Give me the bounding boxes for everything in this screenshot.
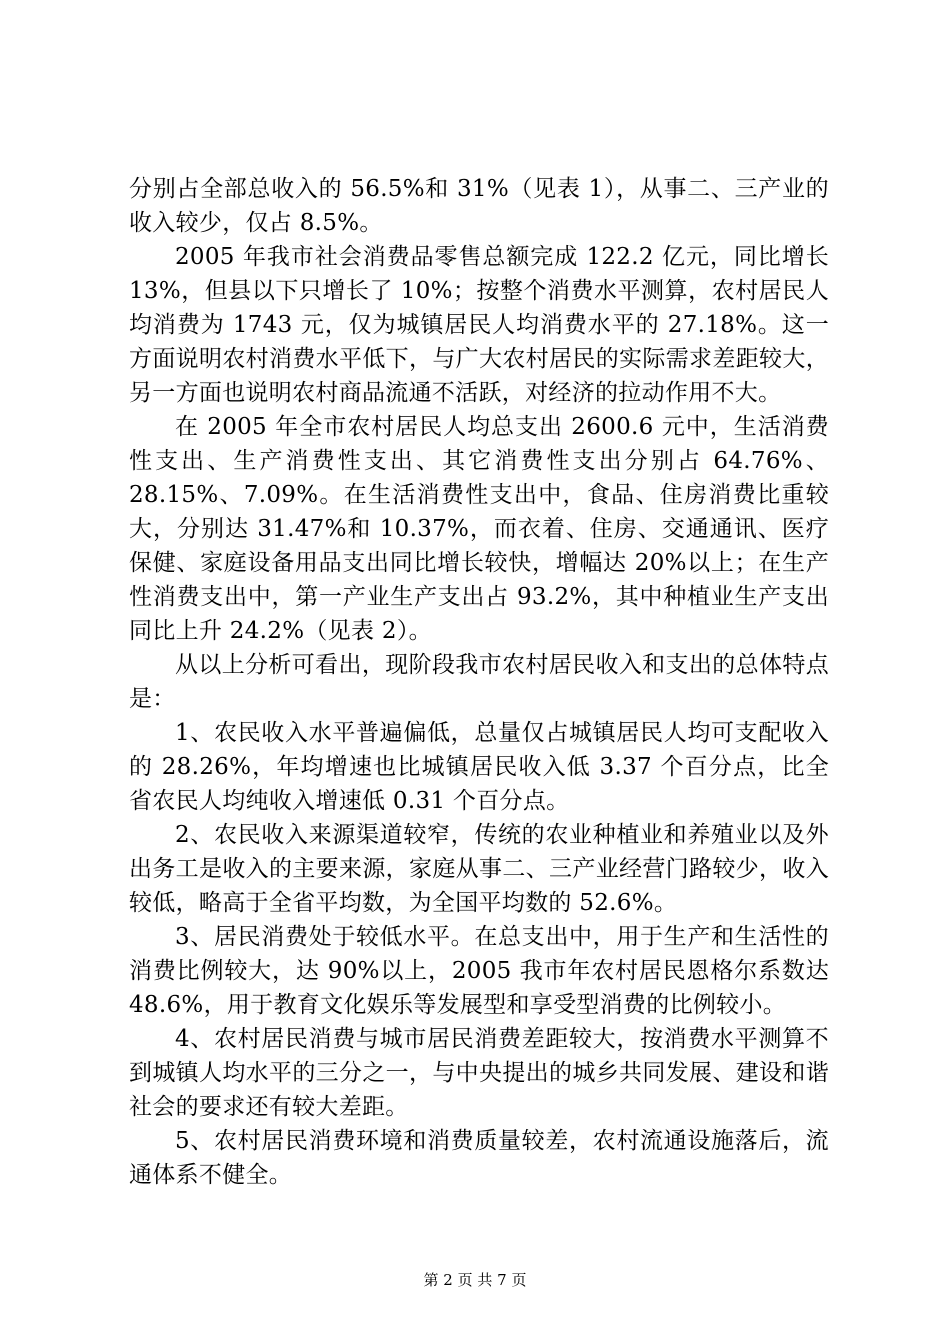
paragraph-3: 在 2005 年全市农村居民人均总支出 2600.6 元中，生活消费性支出、生产消费性支出、其它消费性支出分别占 64.76%、28.15%、7.09%。在生活消费性支出中，食品、住房消费比重较大，分别达 31.47%和 10.37%，而衣着、住房、交通通讯、医疗保健、家庭设备用品支出同比增长较快，增幅达 20%以上；在生产性消费支出中，第一产业生产支出占 93.2%，其中种植业生产支出同比上升 24.2%（见表 2）。 bbox=[129, 414, 829, 644]
list-item-2: 2、农民收入来源渠道较窄，传统的农业种植业和养殖业以及外出务工是收入的主要来源，家庭从事二、三产业经营门路较少，收入较低，略高于全省平均数，为全国平均数的 52.6%。 bbox=[129, 822, 829, 916]
paragraph-1: 分别占全部总收入的 56.5%和 31%（见表 1），从事二、三产业的收入较少，仅占 8.5%。 bbox=[129, 176, 829, 236]
list-item-1: 1、农民收入水平普遍偏低，总量仅占城镇居民人均可支配收入的 28.26%，年均增速也比城镇居民收入低 3.37 个百分点，比全省农民人均纯收入增速低 0.31 个百分点。 bbox=[129, 720, 829, 814]
document-body bbox=[129, 172, 829, 1192]
list-item-3: 3、居民消费处于较低水平。在总支出中，用于生产和生活性的消费比例较大，达 90%以上，2005 我市年农村居民恩格尔系数达 48.6%，用于教育文化娱乐等发展型和享受型消费的比例较小。 bbox=[129, 924, 829, 1018]
list-item-4: 4、农村居民消费与城市居民消费差距较大，按消费水平测算不到城镇人均水平的三分之一，与中央提出的城乡共同发展、建设和谐社会的要求还有较大差距。 bbox=[129, 1026, 829, 1120]
paragraph-2: 2005 年我市社会消费品零售总额完成 122.2 亿元，同比增长 13%，但县以下只增长了 10%；按整个消费水平测算，农村居民人均消费为 1743 元，仅为城镇居民人均消费水平的 27.18%。这一方面说明农村消费水平低下，与广大农村居民的实际需求差距较大，另一方面也说明农村商品流通不活跃，对经济的拉动作用不大。 bbox=[129, 244, 829, 406]
list-item-5: 5、农村居民消费环境和消费质量较差，农村流通设施落后，流通体系不健全。 bbox=[129, 1128, 829, 1188]
paragraph-4: 从以上分析可看出，现阶段我市农村居民收入和支出的总体特点是： bbox=[129, 652, 829, 712]
page-footer: 第 2 页 共 7 页 bbox=[423, 1271, 527, 1289]
